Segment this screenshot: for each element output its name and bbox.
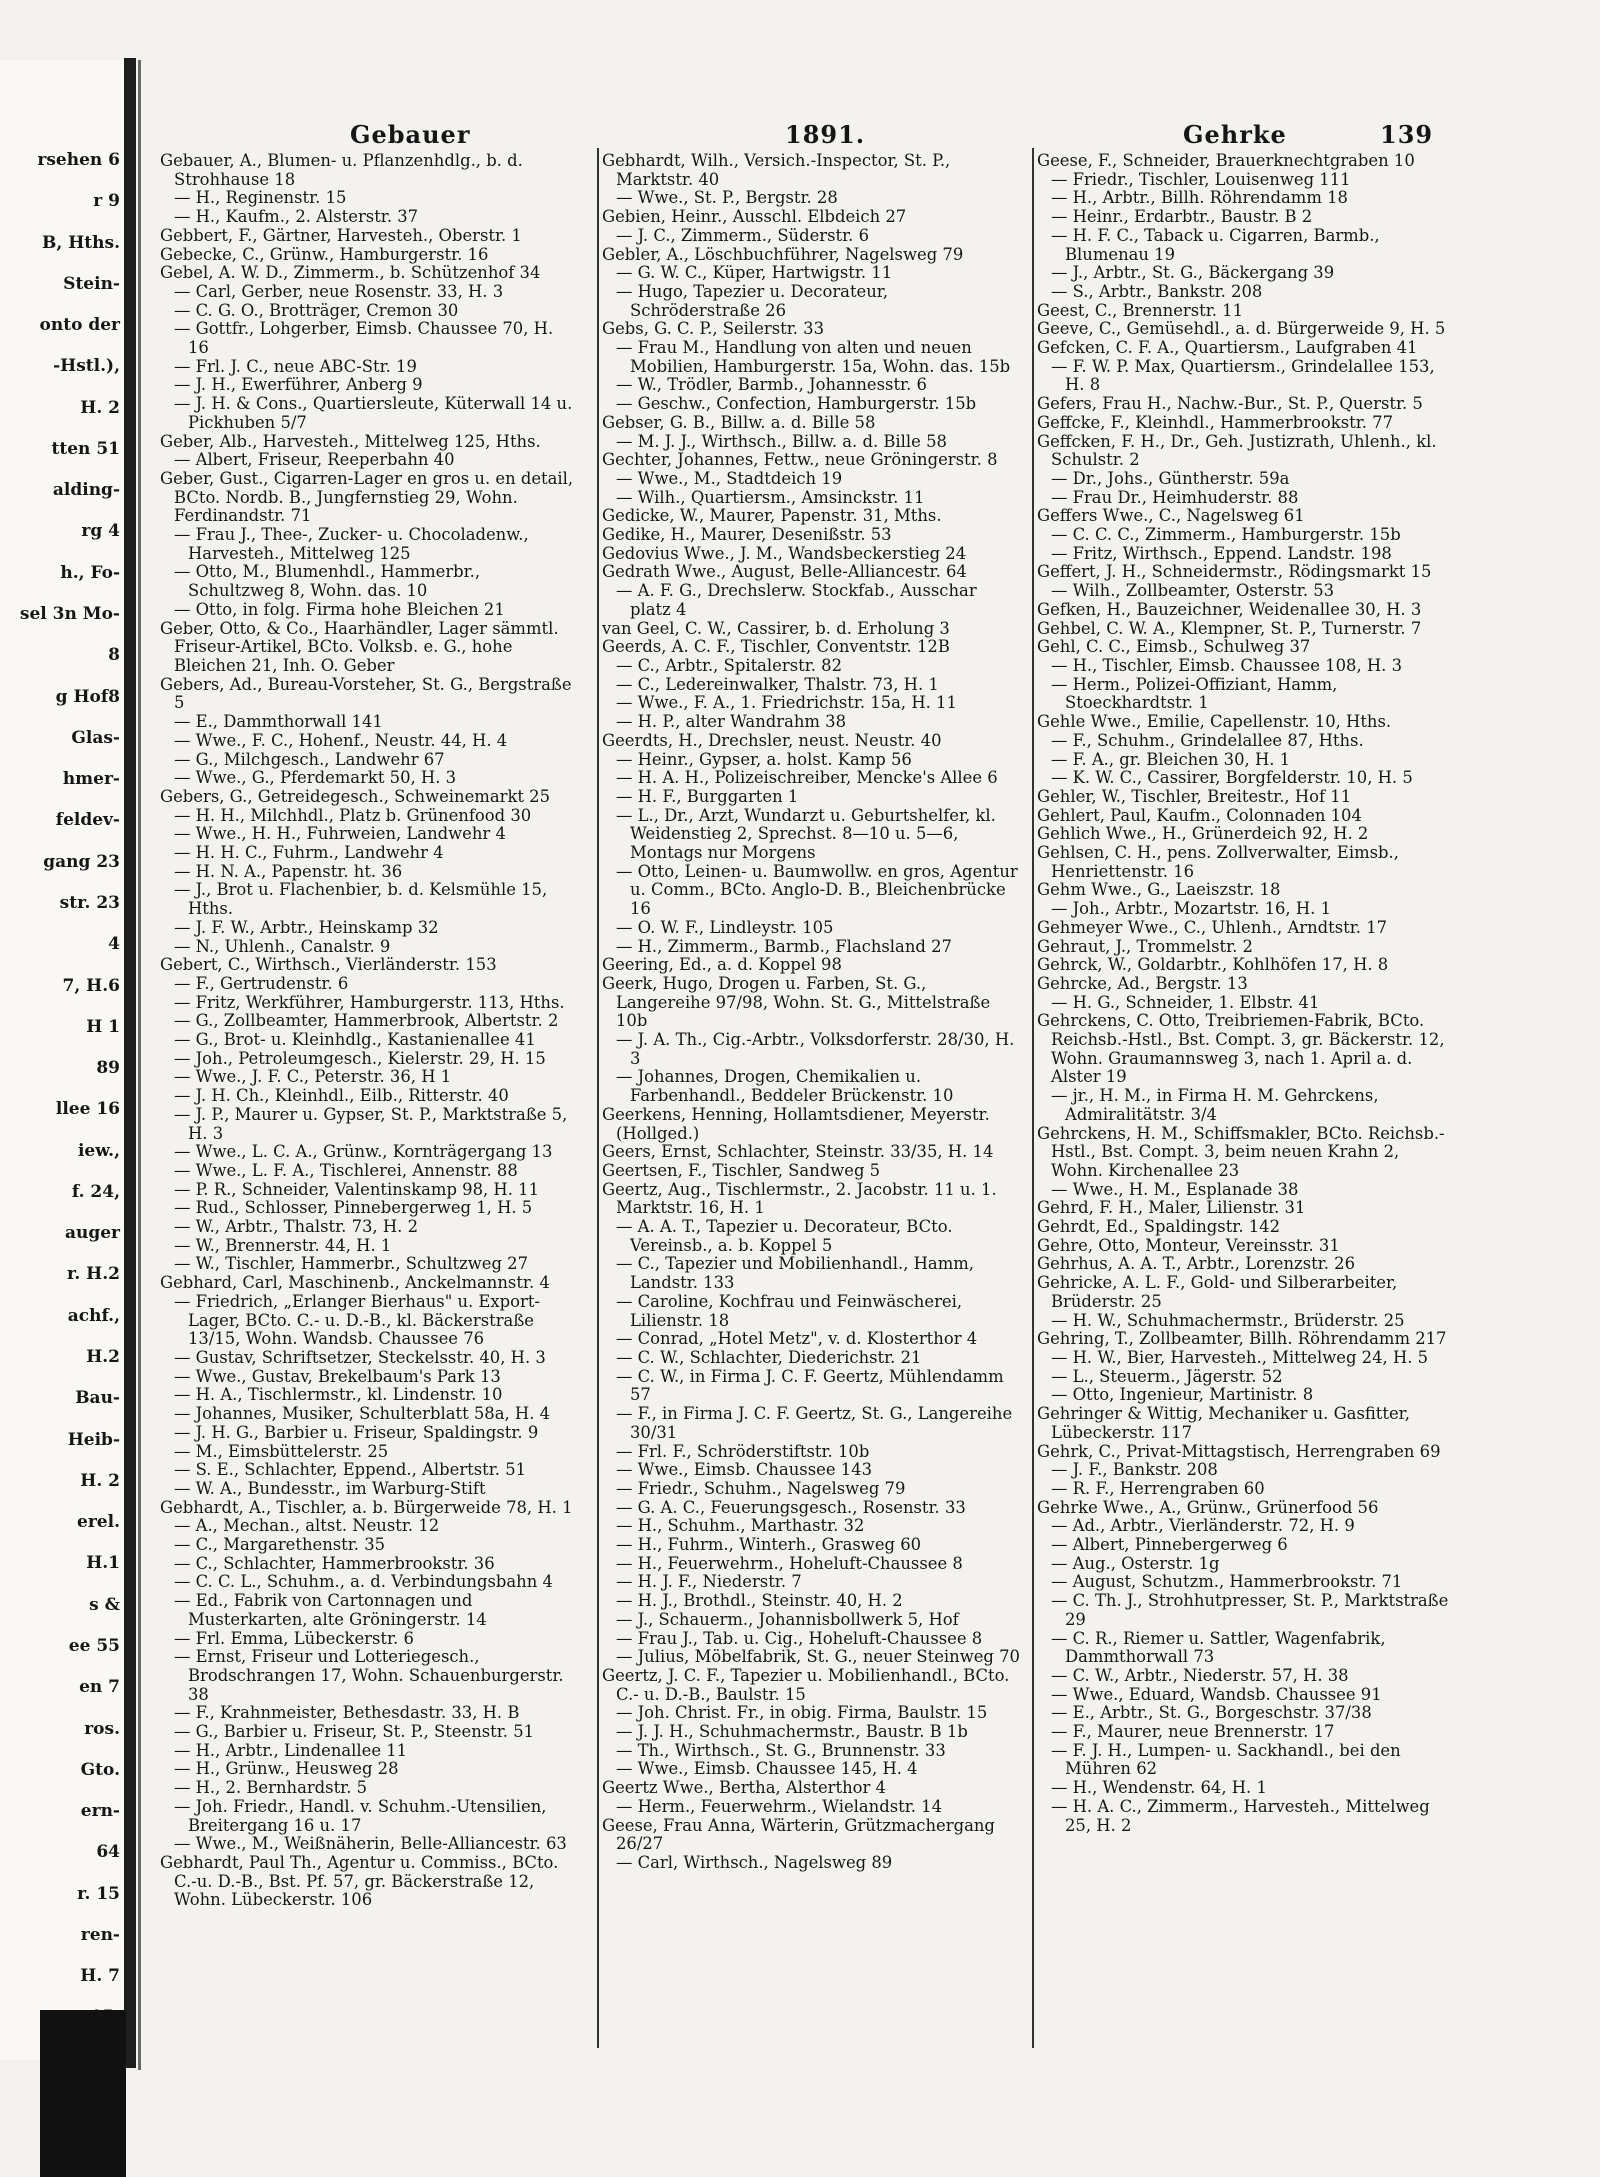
- directory-entry: — H. A., Tischlermstr., kl. Lindenstr. 10: [174, 1385, 503, 1405]
- directory-entry: — C. G. O., Brotträger, Cremon 30: [174, 300, 459, 320]
- directory-entry: — F., Gertrudenstr. 6: [174, 973, 349, 993]
- directory-entry: — Otto, in folg. Firma hohe Bleichen 21: [174, 599, 505, 619]
- directory-entry: Gebers, Ad., Bureau-Vorsteher, St. G., Bergstraße 5: [160, 674, 572, 713]
- directory-entry: — W., Trödler, Barmb., Johannesstr. 6: [616, 375, 927, 395]
- running-header-year: 1891.: [785, 120, 866, 149]
- directory-entry: — H., Schuhm., Marthastr. 32: [616, 1516, 865, 1536]
- directory-entry: — W., Arbtr., Thalstr. 73, H. 2: [174, 1217, 418, 1237]
- directory-entry: Gefers, Frau H., Nachw.-Bur., St. P., Querstr. 5: [1037, 394, 1423, 414]
- directory-entry: — G., Brot- u. Kleinhdlg., Kastanienallee 41: [174, 1030, 536, 1050]
- directory-entry: — Frau Dr., Heimhuderstr. 88: [1051, 487, 1299, 507]
- directory-entry: Gehmeyer Wwe., C., Uhlenh., Arndtstr. 17: [1037, 917, 1388, 937]
- directory-entry: — S., Arbtr., Bankstr. 208: [1051, 281, 1263, 301]
- directory-entry: — Friedr., Tischler, Louisenweg 111: [1051, 169, 1351, 189]
- directory-entry: — J. P., Maurer u. Gypser, St. P., Marktstraße 5, H. 3: [174, 1104, 568, 1143]
- directory-entry: — H. F. C., Taback u. Cigarren, Barmb., Blumenau 19: [1051, 225, 1380, 264]
- directory-entry: — Ad., Arbtr., Vierländerstr. 72, H. 9: [1051, 1516, 1355, 1536]
- margin-fragment: s &: [89, 1595, 120, 1615]
- directory-entry: — Frl. J. C., neue ABC-Str. 19: [174, 356, 417, 376]
- margin-fragment: H. 2: [80, 398, 120, 418]
- directory-entry: Geerk, Hugo, Drogen u. Farben, St. G., Langereihe 97/98, Wohn. St. G., Mittelstraße 10b: [602, 973, 991, 1031]
- directory-entry: — H., Tischler, Eimsb. Chaussee 108, H. 3: [1051, 655, 1403, 675]
- directory-entry: — K. W. C., Cassirer, Borgfelderstr. 10, H. 5: [1051, 768, 1413, 788]
- directory-entry: — jr., H. M., in Firma H. M. Gehrckens, Admiralitätstr. 3/4: [1051, 1086, 1379, 1124]
- directory-entry: — J., Brot u. Flachenbier, b. d. Kelsmühle 15, Hths.: [174, 880, 548, 919]
- directory-entry: — H., Feuerwehrm., Hoheluft-Chaussee 8: [616, 1553, 963, 1573]
- directory-entry: — Wwe., L. F. A., Tischlerei, Annenstr. 88: [174, 1160, 518, 1180]
- directory-entry: — J. J. H., Schuhmachermstr., Baustr. B 1b: [616, 1722, 968, 1742]
- directory-entry: — Heinr., Erdarbtr., Baustr. B 2: [1051, 207, 1313, 227]
- directory-entry: — P. R., Schneider, Valentinskamp 98, H. 11: [174, 1179, 539, 1199]
- margin-fragment: 89: [96, 1058, 120, 1078]
- directory-entry: — Wwe., M., Stadtdeich 19: [616, 468, 843, 488]
- directory-entry: — C. W., Schlachter, Diederichstr. 21: [616, 1348, 922, 1367]
- column-2: [602, 152, 1020, 2022]
- directory-entry: — H., Arbtr., Billh. Röhrendamm 18: [1051, 188, 1348, 208]
- directory-entry: Gehler, W., Tischler, Breitestr., Hof 11: [1037, 786, 1352, 806]
- directory-entry: — W., Tischler, Hammerbr., Schultzweg 27: [174, 1254, 529, 1274]
- directory-entry: Gehricke, A. L. F., Gold- und Silberarbeiter, Brüderstr. 25: [1037, 1273, 1398, 1311]
- directory-entry: Geffcken, F. H., Dr., Geh. Justizrath, Uhlenh., kl. Schulstr. 2: [1037, 431, 1437, 470]
- directory-entry: — Heinr., Gypser, a. holst. Kamp 56: [616, 749, 912, 769]
- directory-entry: Gehrke Wwe., A., Grünw., Grünerfood 56: [1037, 1497, 1379, 1517]
- directory-entry: Gehm Wwe., G., Laeiszstr. 18: [1037, 880, 1281, 900]
- directory-entry: Geest, C., Brennerstr. 11: [1037, 300, 1244, 320]
- directory-entry: — Conrad, „Hotel Metz", v. d. Klosterthor 4: [616, 1329, 978, 1349]
- page-number: 139: [1380, 120, 1434, 149]
- scan-dark-corner: [40, 2010, 126, 2177]
- directory-entry: — O. W. F., Lindleystr. 105: [616, 917, 834, 937]
- directory-entry: — H. P., alter Wandrahm 38: [616, 712, 847, 732]
- margin-fragment: auger: [64, 1223, 120, 1243]
- directory-entry: — F. A., gr. Bleichen 30, H. 1: [1051, 749, 1291, 769]
- directory-entry: Geering, Ed., a. d. Koppel 98: [602, 955, 842, 975]
- directory-entry: Gebert, C., Wirthsch., Vierländerstr. 153: [160, 955, 497, 975]
- directory-entry: — L., Dr., Arzt, Wundarzt u. Geburtshelfer, kl. Weidenstieg 2, Sprechst. 8—10 u. 5—6, Montags nur Morgens: [616, 805, 996, 863]
- directory-entry: Gebs, G. C. P., Seilerstr. 33: [602, 319, 825, 339]
- directory-entry: — Joh., Arbtr., Mozartstr. 16, H. 1: [1051, 899, 1331, 919]
- directory-entry: — Geschw., Confection, Hamburgerstr. 15b: [616, 394, 977, 414]
- directory-entry: Gebhard, Carl, Maschinenb., Anckelmannstr. 4: [160, 1273, 550, 1293]
- directory-entry: — Julius, Möbelfabrik, St. G., neuer Steinweg 70: [616, 1647, 1020, 1667]
- directory-entry: — H. J., Brothdl., Steinstr. 40, H. 2: [616, 1591, 903, 1611]
- margin-fragment: gang 23: [43, 852, 120, 872]
- directory-entry: — Wwe., Eimsb. Chaussee 145, H. 4: [616, 1759, 918, 1779]
- directory-entry: — H. A. C., Zimmerm., Harvesteh., Mittelweg 25, H. 2: [1051, 1796, 1430, 1835]
- directory-entry: — Gottfr., Lohgerber, Eimsb. Chaussee 70, H. 16: [174, 319, 554, 358]
- directory-entry: — Wwe., H. M., Esplanade 38: [1051, 1179, 1299, 1199]
- directory-entry: — H. W., Bier, Harvesteh., Mittelweg 24, H. 5: [1051, 1348, 1429, 1367]
- margin-fragment: achf.,: [67, 1306, 120, 1326]
- margin-fragment: H.2: [86, 1347, 120, 1367]
- directory-entry: Gedovius Wwe., J. M., Wandsbeckerstieg 24: [602, 543, 967, 563]
- directory-entry: — J. C., Zimmerm., Süderstr. 6: [616, 225, 870, 245]
- directory-entry: — W., Brennerstr. 44, H. 1: [174, 1235, 392, 1255]
- margin-fragment: feldev-: [55, 810, 120, 830]
- directory-entry: — H. G., Schneider, 1. Elbstr. 41: [1051, 992, 1320, 1012]
- directory-entry: Geese, Frau Anna, Wärterin, Grützmachergang 26/27: [602, 1815, 995, 1854]
- margin-fragment: r. H.2: [66, 1264, 120, 1284]
- margin-fragment: 4: [108, 934, 120, 954]
- directory-entry: Geertz, Aug., Tischlermstr., 2. Jacobstr. 11 u. 1. Marktstr. 16, H. 1: [602, 1179, 997, 1218]
- directory-entry: — J. H. G., Barbier u. Friseur, Spaldingstr. 9: [174, 1422, 539, 1442]
- directory-entry: Gebien, Heinr., Ausschl. Elbdeich 27: [602, 207, 907, 227]
- directory-entry: — C. W., in Firma J. C. F. Geertz, Mühlendamm 57: [616, 1366, 1004, 1405]
- margin-fragment: onto der: [39, 315, 120, 335]
- directory-entry: — C. W., Arbtr., Niederstr. 57, H. 38: [1051, 1665, 1349, 1685]
- directory-entry: — R. F., Herrengraben 60: [1051, 1478, 1265, 1498]
- directory-entry: Gehrckens, C. Otto, Treibriemen-Fabrik, BCto. Reichsb.-Hstl., Bst. Compt. 3, gr. Bäckerstr. 12, Wohn. Graumannsweg 3, nach 1. April a. d. Alster 19: [1037, 1011, 1445, 1087]
- directory-entry: — Wwe., M., Weißnäherin, Belle-Alliancestr. 63: [174, 1834, 567, 1854]
- margin-fragment: g Hof8: [55, 687, 120, 707]
- directory-entry: — H. H. C., Fuhrm., Landwehr 4: [174, 843, 444, 863]
- margin-fragment: 7, H.6: [62, 976, 120, 996]
- directory-entry: — F. J. H., Lumpen- u. Sackhandl., bei den Mühren 62: [1051, 1740, 1401, 1779]
- directory-entry: Gebser, G. B., Billw. a. d. Bille 58: [602, 412, 876, 432]
- directory-entry: — H. H., Milchhdl., Platz b. Grünenfood 30: [174, 805, 532, 825]
- directory-entry: Gefken, H., Bauzeichner, Weidenallee 30, H. 3: [1037, 599, 1422, 619]
- directory-entry: — J., Arbtr., St. G., Bäckergang 39: [1051, 263, 1335, 283]
- directory-entry: — Caroline, Kochfrau und Feinwäscherei, Lilienstr. 18: [616, 1291, 963, 1330]
- directory-entry: — Th., Wirthsch., St. G., Brunnenstr. 33: [616, 1740, 946, 1760]
- directory-entry: — H., 2. Bernhardstr. 5: [174, 1778, 368, 1798]
- margin-fragment: tten 51: [51, 439, 120, 459]
- margin-fragment: rsehen 6: [37, 150, 120, 170]
- directory-entry: — S. E., Schlachter, Eppend., Albertstr. 51: [174, 1460, 527, 1480]
- margin-fragment: H. 7: [80, 1966, 120, 1986]
- directory-entry: — Rud., Schlosser, Pinnebergerweg 1, H. 5: [174, 1198, 533, 1218]
- column-divider-2: [1032, 148, 1034, 2048]
- margin-fragment: Bau-: [75, 1388, 120, 1408]
- directory-entry: — Albert, Friseur, Reeperbahn 40: [174, 450, 455, 470]
- directory-entry: Gebhardt, Wilh., Versich.-Inspector, St. P., Marktstr. 40: [602, 152, 951, 189]
- margin-fragment: h., Fo-: [60, 563, 120, 583]
- directory-entry: — N., Uhlenh., Canalstr. 9: [174, 936, 391, 956]
- directory-entry: Gebecke, C., Grünw., Hamburgerstr. 16: [160, 244, 489, 264]
- directory-entry: — M. J. J., Wirthsch., Billw. a. d. Bille 58: [616, 431, 947, 451]
- directory-entry: — A. A. T., Tapezier u. Decorateur, BCto. Vereinsb., a. b. Koppel 5: [616, 1217, 953, 1255]
- directory-entry: — Frau J., Thee-, Zucker- u. Chocoladenw., Harvesteh., Mittelweg 125: [174, 525, 529, 563]
- directory-entry: — J. F. W., Arbtr., Heinskamp 32: [174, 917, 439, 937]
- directory-entry: — Ernst, Friseur und Lotteriegesch., Brodschrangen 17, Wohn. Schauenburgerstr. 38: [174, 1647, 564, 1704]
- directory-entry: — F., Schuhm., Grindelallee 87, Hths.: [1051, 730, 1364, 750]
- directory-entry: Geber, Otto, & Co., Haarhändler, Lager sämmtl. Friseur-Artikel, BCto. Volksb. e. G., hohe Bleichen 21, Inh. O. Geber: [160, 618, 559, 675]
- directory-entry: — Wwe., F. A., 1. Friedrichstr. 15a, H. 11: [616, 693, 957, 713]
- directory-entry: — Friedr., Schuhm., Nagelsweg 79: [616, 1478, 906, 1498]
- margin-fragment: ros.: [84, 1719, 120, 1739]
- directory-entry: — H. A. H., Polizeischreiber, Mencke's Allee 6: [616, 768, 998, 788]
- directory-entry: — Gustav, Schriftsetzer, Steckelsstr. 40, H. 3: [174, 1348, 546, 1367]
- directory-entry: Gebhardt, A., Tischler, a. b. Bürgerweide 78, H. 1: [160, 1497, 573, 1517]
- directory-entry: Gehraut, J., Trommelstr. 2: [1037, 936, 1253, 956]
- directory-entry: Gehrdt, Ed., Spaldingstr. 142: [1037, 1217, 1281, 1237]
- directory-entry: — H. W., Schuhmachermstr., Brüderstr. 25: [1051, 1310, 1405, 1330]
- directory-entry: — C., Arbtr., Spitalerstr. 82: [616, 655, 843, 675]
- directory-entry: — Carl, Wirthsch., Nagelsweg 89: [616, 1852, 893, 1872]
- directory-entry: — W. A., Bundesstr., im Warburg-Stift: [174, 1478, 486, 1498]
- running-header-right: Gehrke: [1183, 120, 1287, 149]
- margin-fragment: str. 23: [59, 893, 120, 913]
- directory-entry: — G. A. C., Feuerungsgesch., Rosenstr. 33: [616, 1497, 966, 1517]
- directory-entry: — Frau M., Handlung von alten und neuen Mobilien, Hamburgerstr. 15a, Wohn. das. 15b: [616, 338, 1011, 376]
- previous-page-margin: [0, 60, 124, 2060]
- directory-entry: — Wwe., G., Pferdemarkt 50, H. 3: [174, 768, 457, 788]
- directory-entry: Geffers Wwe., C., Nagelsweg 61: [1037, 506, 1305, 526]
- directory-entry: Geertsen, F., Tischler, Sandweg 5: [602, 1160, 881, 1180]
- directory-entry: — H., Kaufm., 2. Alsterstr. 37: [174, 207, 419, 227]
- directory-entry: Gehrhus, A. A. T., Arbtr., Lorenzstr. 26: [1037, 1254, 1355, 1274]
- directory-entry: — Wwe., F. C., Hohenf., Neustr. 44, H. 4: [174, 730, 508, 750]
- directory-entry: — J., Schauerm., Johannisbollwerk 5, Hof: [616, 1609, 959, 1629]
- directory-entry: — F., Krahnmeister, Bethesdastr. 33, H. B: [174, 1703, 520, 1723]
- margin-fragment: alding-: [52, 480, 120, 500]
- directory-entry: — Wwe., Gustav, Brekelbaum's Park 13: [174, 1366, 501, 1386]
- directory-entry: — J. F., Bankstr. 208: [1051, 1460, 1218, 1480]
- directory-entry: Geertz Wwe., Bertha, Alsterthor 4: [602, 1778, 886, 1798]
- directory-entry: — Wwe., L. C. A., Grünw., Kornträgergang 13: [174, 1142, 553, 1162]
- directory-entry: — Johannes, Musiker, Schulterblatt 58a, H. 4: [174, 1404, 551, 1424]
- margin-fragment: f. 24,: [71, 1182, 120, 1202]
- directory-entry: — Friedrich, „Erlanger Bierhaus" u. Export-Lager, BCto. C.- u. D.-B., kl. Bäckerstraße 13/15, Wohn. Wandsb. Chaussee 76: [174, 1291, 540, 1349]
- directory-entry: — J. H., Ewerführer, Anberg 9: [174, 375, 423, 395]
- directory-entry: — Frau J., Tab. u. Cig., Hoheluft-Chaussee 8: [616, 1628, 983, 1648]
- directory-entry: — Wilh., Zollbeamter, Osterstr. 53: [1051, 581, 1335, 601]
- directory-entry: — Dr., Johs., Güntherstr. 59a: [1051, 468, 1290, 488]
- directory-entry: Gebers, G., Getreidegesch., Schweinemarkt 25: [160, 786, 551, 806]
- directory-entry: Geese, F., Schneider, Brauerknechtgraben 10: [1037, 152, 1415, 170]
- directory-entry: — C. C. L., Schuhm., a. d. Verbindungsbahn 4: [174, 1572, 553, 1592]
- directory-entry: — Frl. F., Schröderstiftstr. 10b: [616, 1441, 870, 1461]
- directory-entry: — C. R., Riemer u. Sattler, Wagenfabrik, Dammthorwall 73: [1051, 1628, 1386, 1667]
- directory-entry: Gehle Wwe., Emilie, Capellenstr. 10, Hths.: [1037, 712, 1392, 732]
- directory-entry: — G., Barbier u. Friseur, St. P., Steenstr. 51: [174, 1722, 535, 1742]
- directory-entry: Gehrk, C., Privat-Mittagstisch, Herrengraben 69: [1037, 1441, 1441, 1461]
- directory-entry: — C., Ledereinwalker, Thalstr. 73, H. 1: [616, 674, 939, 694]
- directory-entry: — Herm., Feuerwehrm., Wielandstr. 14: [616, 1796, 943, 1816]
- directory-entry: Geertz, J. C. F., Tapezier u. Mobilienhandl., BCto. C.- u. D.-B., Baulstr. 15: [602, 1665, 1010, 1704]
- directory-entry: — H. J. F., Niederstr. 7: [616, 1572, 802, 1592]
- directory-entry: — G., Milchgesch., Landwehr 67: [174, 749, 445, 769]
- margin-fragment: ee 55: [68, 1636, 120, 1656]
- directory-entry: — Joh., Petroleumgesch., Kielerstr. 29, H. 15: [174, 1048, 546, 1068]
- margin-fragment: erel.: [77, 1512, 120, 1532]
- margin-fragment: 8: [108, 645, 120, 665]
- column-3: [1037, 152, 1455, 2022]
- directory-entry: Gehlich Wwe., H., Grünerdeich 92, H. 2: [1037, 824, 1369, 844]
- directory-entry: Geber, Alb., Harvesteh., Mittelweg 125, Hths.: [160, 431, 541, 451]
- directory-entry: — H. N. A., Papenstr. ht. 36: [174, 861, 403, 881]
- directory-entry: Gehrck, W., Goldarbtr., Kohlhöfen 17, H. 8: [1037, 955, 1389, 975]
- book-spine: [124, 58, 136, 2068]
- margin-fragment: ren-: [80, 1925, 120, 1945]
- margin-fragment: 64: [96, 1842, 120, 1862]
- directory-entry: — H., Zimmerm., Barmb., Flachsland 27: [616, 936, 952, 956]
- directory-entry: — E., Arbtr., St. G., Borgeschstr. 37/38: [1051, 1703, 1372, 1723]
- directory-entry: Geffcke, F., Kleinhdl., Hammerbrookstr. 77: [1037, 412, 1394, 432]
- directory-entry: — J. A. Th., Cig.-Arbtr., Volksdorferstr. 28/30, H. 3: [616, 1030, 1015, 1068]
- directory-entry: — C., Schlachter, Hammerbrookstr. 36: [174, 1553, 495, 1573]
- directory-entry: Gehre, Otto, Monteur, Vereinsstr. 31: [1037, 1235, 1340, 1255]
- directory-entry: — Frl. Emma, Lübeckerstr. 6: [174, 1628, 414, 1648]
- directory-entry: Gehlert, Paul, Kaufm., Colonnaden 104: [1037, 805, 1362, 825]
- directory-entry: Gehrd, F. H., Maler, Lilienstr. 31: [1037, 1198, 1306, 1218]
- directory-entry: — Hugo, Tapezier u. Decorateur, Schröderstraße 26: [616, 281, 889, 320]
- directory-entry: — Joh. Christ. Fr., in obig. Firma, Baulstr. 15: [616, 1703, 988, 1723]
- margin-fragment: H. 2: [80, 1471, 120, 1491]
- directory-entry: — C. Th. J., Strohhutpresser, St. P., Marktstraße 29: [1051, 1591, 1449, 1629]
- margin-fragment: Heib-: [67, 1430, 120, 1450]
- directory-entry: — Aug., Osterstr. 1g: [1051, 1553, 1220, 1573]
- directory-entry: — H., Fuhrm., Winterh., Grasweg 60: [616, 1535, 922, 1555]
- directory-entry: — Wwe., St. P., Bergstr. 28: [616, 188, 838, 208]
- directory-entry: van Geel, C. W., Cassirer, b. d. Erholung 3: [602, 618, 950, 638]
- directory-entry: — Ed., Fabrik von Cartonnagen und Musterkarten, alte Gröningerstr. 14: [174, 1591, 487, 1629]
- directory-entry: — J. H. Ch., Kleinhdl., Eilb., Ritterstr. 40: [174, 1086, 509, 1106]
- directory-entry: Geerds, A. C. F., Tischler, Conventstr. 12B: [602, 637, 950, 657]
- directory-entry: Gehring, T., Zollbeamter, Billh. Röhrendamm 217: [1037, 1329, 1447, 1349]
- margin-fragment: en 7: [79, 1677, 120, 1697]
- directory-entry: Geerdts, H., Drechsler, neust. Neustr. 40: [602, 730, 942, 750]
- directory-entry: Gedrath Wwe., August, Belle-Alliancestr. 64: [602, 562, 967, 582]
- directory-entry: — E., Dammthorwall 141: [174, 712, 383, 732]
- book-spine-edge: [138, 60, 141, 2070]
- directory-entry: Gebler, A., Löschbuchführer, Nagelsweg 79: [602, 244, 964, 264]
- directory-entry: — L., Steuerm., Jägerstr. 52: [1051, 1366, 1283, 1386]
- directory-entry: — Wwe., H. H., Fuhrweien, Landwehr 4: [174, 824, 506, 844]
- directory-entry: Geerkens, Henning, Hollamtsdiener, Meyerstr. (Hollged.): [602, 1104, 990, 1143]
- directory-entry: Gehlsen, C. H., pens. Zollverwalter, Eimsb., Henriettenstr. 16: [1037, 843, 1399, 881]
- directory-entry: Geeve, C., Gemüsehdl., a. d. Bürgerweide 9, H. 5: [1037, 319, 1446, 339]
- margin-fragment: hmer-: [62, 769, 120, 789]
- directory-entry: Gedike, H., Maurer, Desenißstr. 53: [602, 525, 892, 545]
- directory-entry: — F., in Firma J. C. F. Geertz, St. G., Langereihe 30/31: [616, 1404, 1013, 1442]
- directory-entry: — Fritz, Wirthsch., Eppend. Landstr. 198: [1051, 543, 1392, 563]
- directory-entry: — Wwe., Eimsb. Chaussee 143: [616, 1460, 873, 1480]
- margin-fragment: H.1: [86, 1553, 120, 1573]
- margin-fragment: Gto.: [80, 1760, 120, 1780]
- directory-entry: — H., Wendenstr. 64, H. 1: [1051, 1778, 1267, 1798]
- directory-entry: — J. H. & Cons., Quartiersleute, Küterwall 14 u. Pickhuben 5/7: [174, 394, 573, 432]
- directory-entry: — H. F., Burggarten 1: [616, 786, 799, 806]
- directory-entry: — H., Grünw., Heusweg 28: [174, 1759, 399, 1779]
- directory-entry: — C. C. C., Zimmerm., Hamburgerstr. 15b: [1051, 525, 1401, 545]
- directory-entry: Gefcken, C. F. A., Quartiersm., Laufgraben 41: [1037, 338, 1418, 358]
- margin-fragment: r 9: [93, 191, 120, 211]
- directory-entry: — Otto, M., Blumenhdl., Hammerbr., Schultzweg 8, Wohn. das. 10: [174, 562, 481, 601]
- directory-entry: — H., Reginenstr. 15: [174, 188, 347, 208]
- directory-entry: — F. W. P. Max, Quartiersm., Grindelallee 153, H. 8: [1051, 356, 1435, 395]
- directory-entry: — Wilh., Quartiersm., Amsinckstr. 11: [616, 487, 925, 507]
- running-header-left: Gebauer: [350, 120, 471, 149]
- margin-fragment: -Hstl.),: [53, 356, 120, 376]
- margin-fragment: H 1: [86, 1017, 120, 1037]
- column-divider-1: [597, 148, 599, 2048]
- margin-fragment: ern-: [80, 1801, 120, 1821]
- margin-fragment: r. 15: [77, 1884, 120, 1904]
- margin-fragment: B, Hths.: [42, 233, 120, 253]
- directory-entry: Gebhardt, Paul Th., Agentur u. Commiss., BCto. C.-u. D.-B., Bst. Pf. 57, gr. Bäckerstraße 12, Wohn. Lübeckerstr. 106: [160, 1852, 559, 1910]
- margin-fragment: sel 3n Mo-: [19, 604, 120, 624]
- directory-entry: — A. F. G., Drechslerw. Stockfab., Ausschar platz 4: [616, 581, 977, 619]
- directory-entry: Geffert, J. H., Schneidermstr., Rödingsmarkt 15: [1037, 562, 1432, 582]
- directory-entry: — G. W. C., Küper, Hartwigstr. 11: [616, 263, 893, 283]
- directory-entry: Geber, Gust., Cigarren-Lager en gros u. en detail, BCto. Nordb. B., Jungfernstieg 29, Wohn. Ferdinandstr. 71: [160, 468, 574, 526]
- directory-entry: Gebbert, F., Gärtner, Harvesteh., Oberstr. 1: [160, 225, 522, 245]
- directory-entry: — F., Maurer, neue Brennerstr. 17: [1051, 1722, 1335, 1742]
- directory-entry: — Fritz, Werkführer, Hamburgerstr. 113, Hths.: [174, 992, 565, 1012]
- margin-fragment: iew.,: [77, 1141, 120, 1161]
- directory-entry: — Johannes, Drogen, Chemikalien u. Farbenhandl., Beddeler Brückenstr. 10: [616, 1067, 954, 1106]
- directory-entry: Gedicke, W., Maurer, Papenstr. 31, Mths.: [602, 506, 942, 526]
- directory-entry: — C., Tapezier und Mobilienhandl., Hamm, Landstr. 133: [616, 1254, 974, 1293]
- directory-entry: — Herm., Polizei-Offiziant, Hamm, Stoeckhardtstr. 1: [1051, 674, 1338, 713]
- margin-fragment: llee 16: [55, 1099, 120, 1119]
- margin-fragment: rg 4: [81, 521, 120, 541]
- directory-entry: — G., Zollbeamter, Hammerbrook, Albertstr. 2: [174, 1011, 559, 1031]
- directory-entry: Gebel, A. W. D., Zimmerm., b. Schützenhof 34: [160, 263, 541, 283]
- directory-entry: Gebauer, A., Blumen- u. Pflanzenhdlg., b. d. Strohhause 18: [160, 152, 523, 189]
- directory-entry: — Wwe., J. F. C., Peterstr. 36, H 1: [174, 1067, 452, 1087]
- directory-entry: Gehrckens, H. M., Schiffsmakler, BCto. Reichsb.-Hstl., Bst. Compt. 3, beim neuen Krahn 2, Wohn. Kirchenallee 23: [1037, 1123, 1445, 1180]
- directory-entry: — August, Schutzm., Hammerbrookstr. 71: [1051, 1572, 1403, 1592]
- directory-entry: — Otto, Ingenieur, Martinistr. 8: [1051, 1385, 1314, 1405]
- directory-entry: — H., Arbtr., Lindenallee 11: [174, 1740, 408, 1760]
- directory-entry: — Joh. Friedr., Handl. v. Schuhm.-Utensilien, Breitergang 16 u. 17: [174, 1796, 547, 1835]
- directory-entry: — Otto, Leinen- u. Baumwollw. en gros, Agentur u. Comm., BCto. Anglo-D. B., Bleichenbrücke 16: [616, 861, 1018, 919]
- directory-entry: Gehl, C. C., Eimsb., Schulweg 37: [1037, 637, 1311, 657]
- directory-entry: Gehrcke, Ad., Bergstr. 13: [1037, 973, 1248, 993]
- directory-entry: Gehbel, C. W. A., Klempner, St. P., Turnerstr. 7: [1037, 618, 1422, 638]
- column-1: [160, 152, 578, 2022]
- directory-entry: — A., Mechan., altst. Neustr. 12: [174, 1516, 440, 1536]
- directory-entry: — Carl, Gerber, neue Rosenstr. 33, H. 3: [174, 281, 504, 301]
- directory-entry: — Wwe., Eduard, Wandsb. Chaussee 91: [1051, 1684, 1382, 1704]
- directory-entry: Gechter, Johannes, Fettw., neue Gröningerstr. 8: [602, 450, 998, 470]
- directory-entry: Geers, Ernst, Schlachter, Steinstr. 33/35, H. 14: [602, 1142, 994, 1162]
- directory-entry: — C., Margarethenstr. 35: [174, 1535, 386, 1555]
- margin-fragment: Stein-: [63, 274, 120, 294]
- margin-fragment: Glas-: [71, 728, 120, 748]
- directory-entry: — M., Eimsbüttelerstr. 25: [174, 1441, 389, 1461]
- directory-entry: — Albert, Pinnebergerweg 6: [1051, 1535, 1288, 1555]
- directory-entry: Gehringer & Wittig, Mechaniker u. Gasfitter, Lübeckerstr. 117: [1037, 1404, 1410, 1442]
